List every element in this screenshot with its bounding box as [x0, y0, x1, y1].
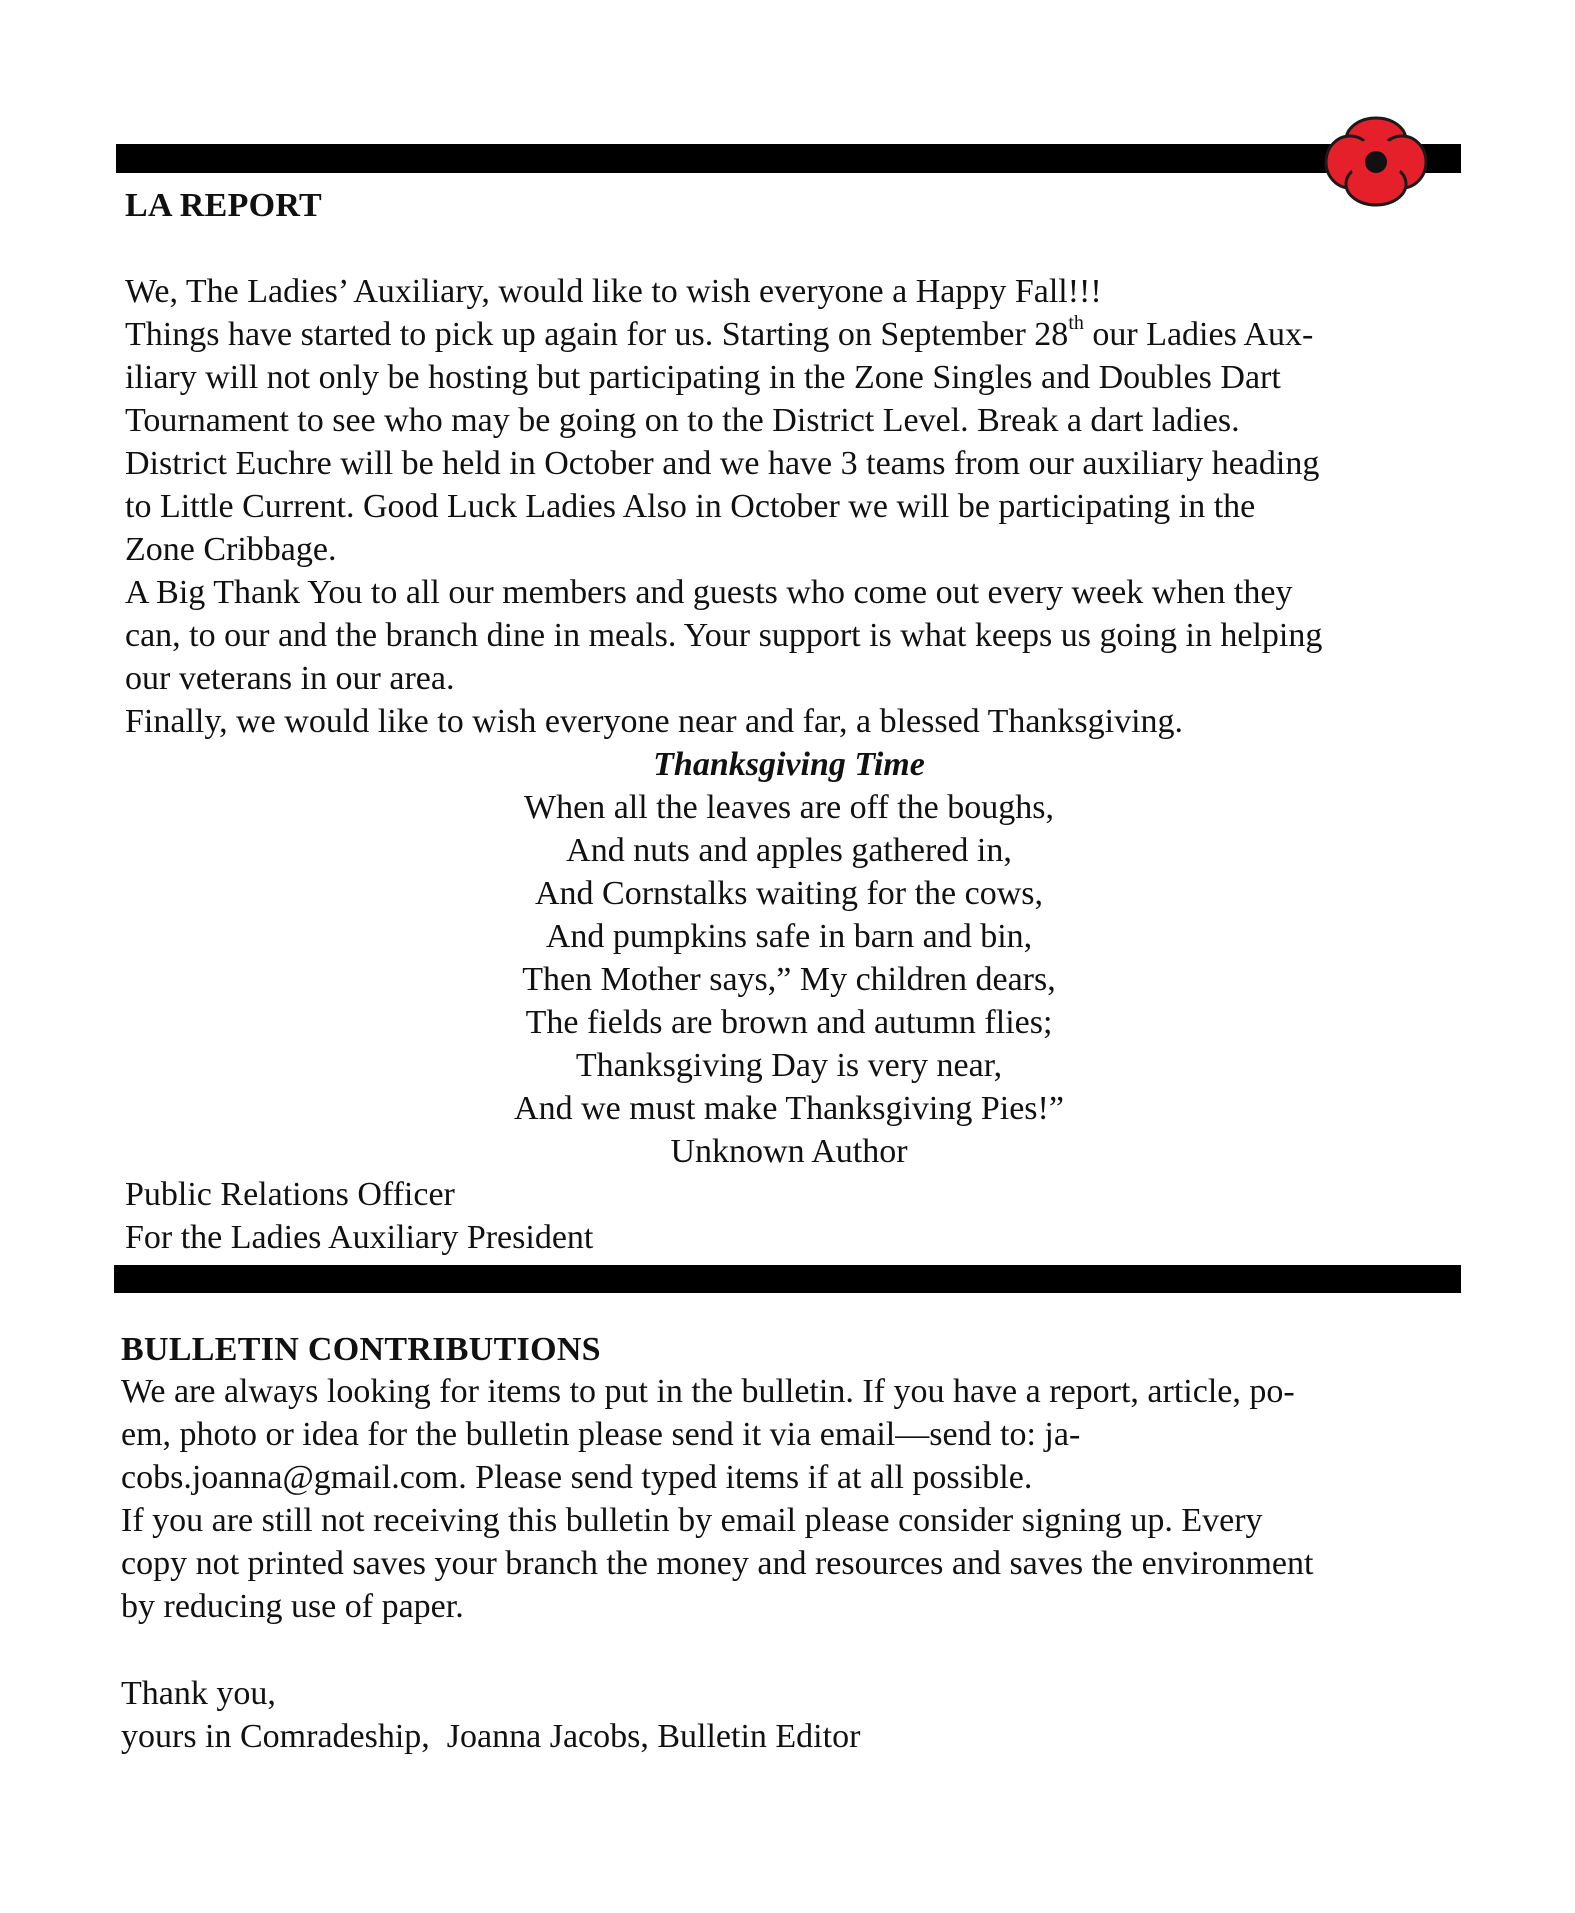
poem-line: Thanksgiving Day is very near, — [575, 1047, 1003, 1084]
la-report-line: iliary will not only be hosting but participating in the Zone Singles and Doubles Dart — [125, 359, 1281, 396]
la-report-line: can, to our and the branch dine in meals. Your support is what keeps us going in helping — [125, 617, 1323, 654]
poppy-icon — [1322, 114, 1430, 208]
bulletin-body — [121, 1370, 1461, 1628]
bulletin-heading: BULLETIN CONTRIBUTIONS — [121, 1331, 601, 1368]
la-report-line-part: Things have started to pick up again for us. Starting on September 28 — [125, 316, 1069, 353]
closing-line: yours in Comradeship, Joanna Jacobs, Bulletin Editor — [121, 1718, 861, 1755]
bulletin-line: cobs.joanna@gmail.com. Please send typed items if at all possible. — [121, 1459, 1033, 1496]
poem-line: And we must make Thanksgiving Pies!” — [514, 1090, 1064, 1127]
la-report-line: to Little Current. Good Luck Ladies Also in October we will be participating in the — [125, 488, 1256, 525]
bulletin-line: by reducing use of paper. — [121, 1588, 464, 1625]
poem-line: When all the leaves are off the boughs, — [524, 789, 1054, 826]
la-report-signoff — [125, 1173, 593, 1259]
bulletin-line: em, photo or idea for the bulletin please send it via email—send to: ja- — [121, 1416, 1081, 1453]
poem — [270, 743, 1308, 1173]
poem-title: Thanksgiving Time — [653, 746, 925, 783]
poem-author: Unknown Author — [670, 1133, 908, 1170]
poem-line: And pumpkins safe in barn and bin, — [545, 918, 1033, 955]
la-report-line: Tournament to see who may be going on to the District Level. Break a dart ladies. — [125, 402, 1240, 439]
la-report-heading: LA REPORT — [125, 187, 323, 224]
bulletin-line: We are always looking for items to put in the bulletin. If you have a report, article, po- — [121, 1373, 1295, 1410]
poem-line: And nuts and apples gathered in, — [566, 832, 1012, 869]
la-report-body — [125, 270, 1465, 743]
signoff-line: Public Relations Officer — [125, 1176, 455, 1213]
la-report-line-part: our Ladies Aux- — [1083, 316, 1314, 353]
la-report-line: Zone Cribbage. — [125, 531, 337, 568]
poem-line: Then Mother says,” My children dears, — [522, 961, 1056, 998]
poppy-center — [1365, 151, 1387, 173]
bulletin-line: copy not printed saves your branch the money and resources and saves the environment — [121, 1545, 1314, 1582]
la-report-line: our veterans in our area. — [125, 660, 455, 697]
poem-line: And Cornstalks waiting for the cows, — [534, 875, 1044, 912]
section-divider-rule — [114, 1265, 1461, 1293]
ordinal-superscript: th — [1068, 311, 1084, 334]
poem-line: The fields are brown and autumn flies; — [525, 1004, 1053, 1041]
bulletin-line: If you are still not receiving this bulletin by email please consider signing up. Every — [121, 1502, 1263, 1539]
la-report-line: A Big Thank You to all our members and guests who come out every week when they — [125, 574, 1293, 611]
bulletin-closing — [121, 1672, 860, 1758]
la-report-line: We, The Ladies’ Auxiliary, would like to wish everyone a Happy Fall!!! — [125, 273, 1102, 310]
la-report-line: District Euchre will be held in October and we have 3 teams from our auxiliary heading — [125, 445, 1320, 482]
la-report-line: Finally, we would like to wish everyone near and far, a blessed Thanksgiving. — [125, 703, 1184, 740]
top-divider-rule — [116, 144, 1461, 173]
closing-line: Thank you, — [121, 1675, 276, 1712]
la-report-line — [125, 313, 1465, 356]
signoff-line: For the Ladies Auxiliary President — [125, 1219, 594, 1256]
